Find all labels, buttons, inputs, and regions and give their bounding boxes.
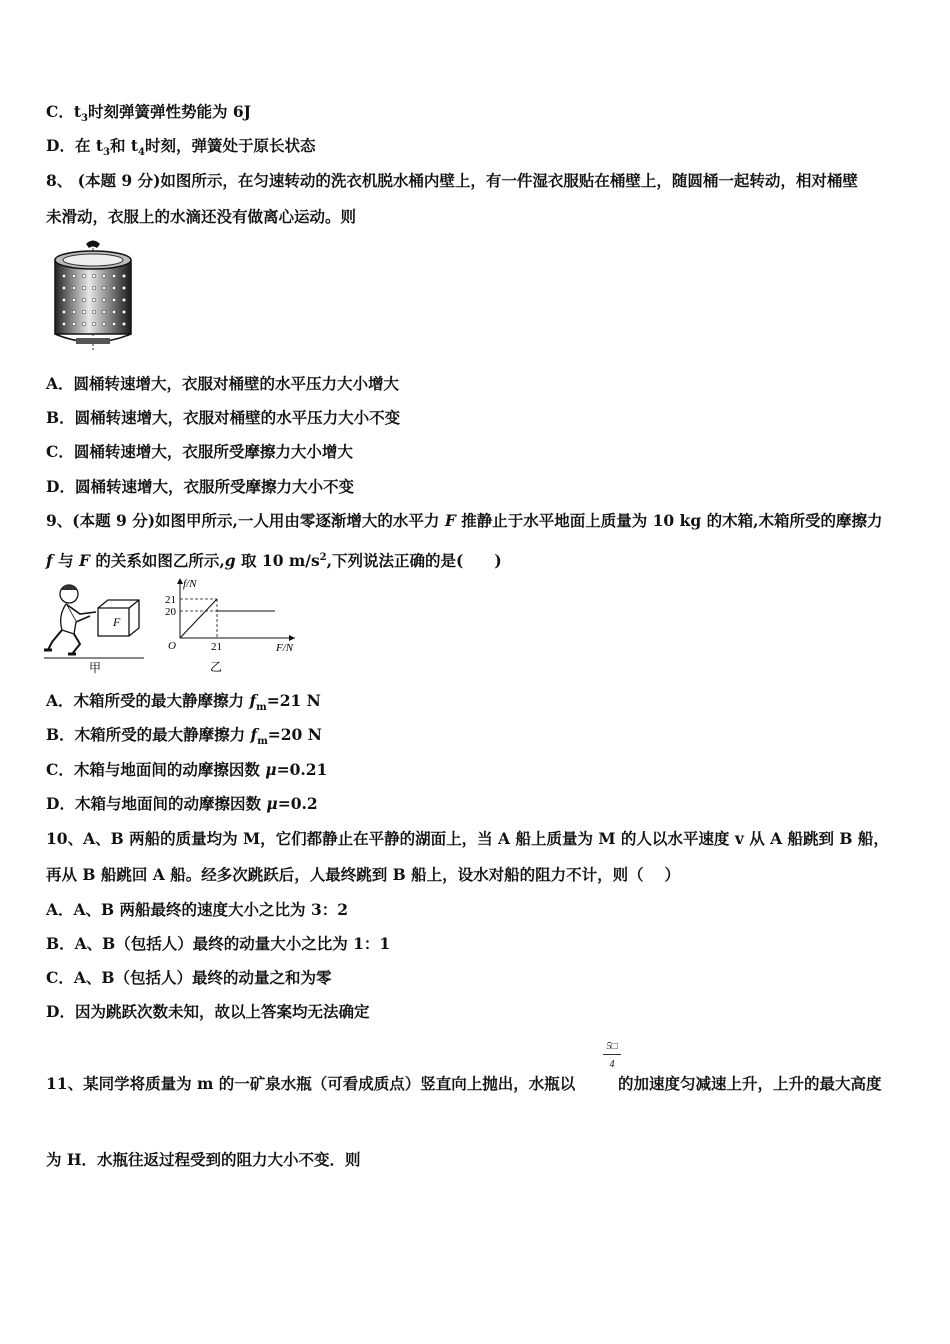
q10-stem-line2: 再从 B 船跳回 A 船。经多次跳跃后，人最终跳到 B 船上，设水对船的阻力不计，则（ ） [46,865,681,884]
y-tick-21: 21 [165,594,176,606]
caption-yi: 乙 [210,660,223,674]
q10-option-c: C．A、B（包括人）最终的动量之和为零 [46,968,332,987]
washing-drum-figure [48,238,140,353]
q10-option-d: D．因为跳跃次数未知，故以上答案均无法确定 [46,1002,370,1021]
q11-stem-line1b: 的加速度匀减速上升，上升的最大高度 [618,1074,882,1093]
q8-option-b: B．圆桶转速增大，衣服对桶壁的水平压力大小不变 [46,408,401,427]
q8-stem-line1: 8、 (本题 9 分)如图所示，在匀速转动的洗衣机脱水桶内壁上，有一件湿衣服贴在桶壁上，随圆桶一起转动，相对桶壁 [46,171,858,190]
q7-option-c: C．$t_3$时刻弹簧弹性势能为 6J [46,102,251,125]
box-force-label: F [113,615,121,629]
q8-option-d: D．圆桶转速增大，衣服所受摩擦力大小不变 [46,477,354,496]
q7-option-d: D．在 $t_3$和 $t_4$时刻，弹簧处于原长状态 [46,136,316,159]
q11-stem-line1a: 11、某同学将质量为 m 的一矿泉水瓶（可看成质点）竖直向上抛出，水瓶以 [46,1074,576,1093]
fraction-numerator: 5□ [606,1041,618,1052]
q11-fraction [601,1041,623,1071]
q9-option-d: D．木箱与地面间的动摩擦因数 μ=0.2 [46,794,318,813]
y-tick-20: 20 [165,606,176,618]
x-axis-label: F/N [276,642,294,654]
q10-option-b: B．A、B（包括人）最终的动量大小之比为 1：1 [46,934,391,953]
q9-option-c: C．木箱与地面间的动摩擦因数 μ=0.21 [46,760,328,779]
x-tick-21: 21 [211,641,222,653]
q8-option-c: C．圆桶转速增大，衣服所受摩擦力大小增大 [46,442,353,461]
q8-stem-line2: 未滑动，衣服上的水滴还没有做离心运动。则 [46,207,357,226]
person-pushing-box-figure [44,578,146,676]
q10-stem-line1: 10、A、B 两船的质量均为 M，它们都静止在平静的湖面上，当 A 船上质量为 M 的人以水平速度 v 从 A 船跳到 B 船， [46,829,889,848]
fraction-denominator: 4 [609,1059,615,1070]
origin-label: O [168,640,176,652]
friction-force-graph [160,575,305,677]
q9-option-a: A．木箱所受的最大静摩擦力 $f_m=21$ N [46,691,321,714]
q8-option-a: A．圆桶转速增大，衣服对桶壁的水平压力大小增大 [46,374,400,393]
q11-stem-line2: 为 H．水瓶往返过程受到的阻力大小不变．则 [46,1150,361,1169]
y-axis-label: f/N [183,578,197,590]
q9-option-b: B．木箱所受的最大静摩擦力 $f_m=20$ N [46,725,322,748]
q9-stem-line1: 9、(本题 9 分)如图甲所示,一人用由零逐渐增大的水平力 F 推静止于水平地面上质量为 10 kg 的木箱,木箱所受的摩擦力 [46,511,883,530]
fraction-bar [603,1054,621,1055]
q10-option-a: A．A、B 两船最终的速度大小之比为 3：2 [46,900,349,919]
caption-jia: 甲 [89,661,102,675]
q9-stem-line2: f 与 F 的关系如图乙所示,g 取 10 $m/s^2$,下列说法正确的是( ) [46,551,502,571]
